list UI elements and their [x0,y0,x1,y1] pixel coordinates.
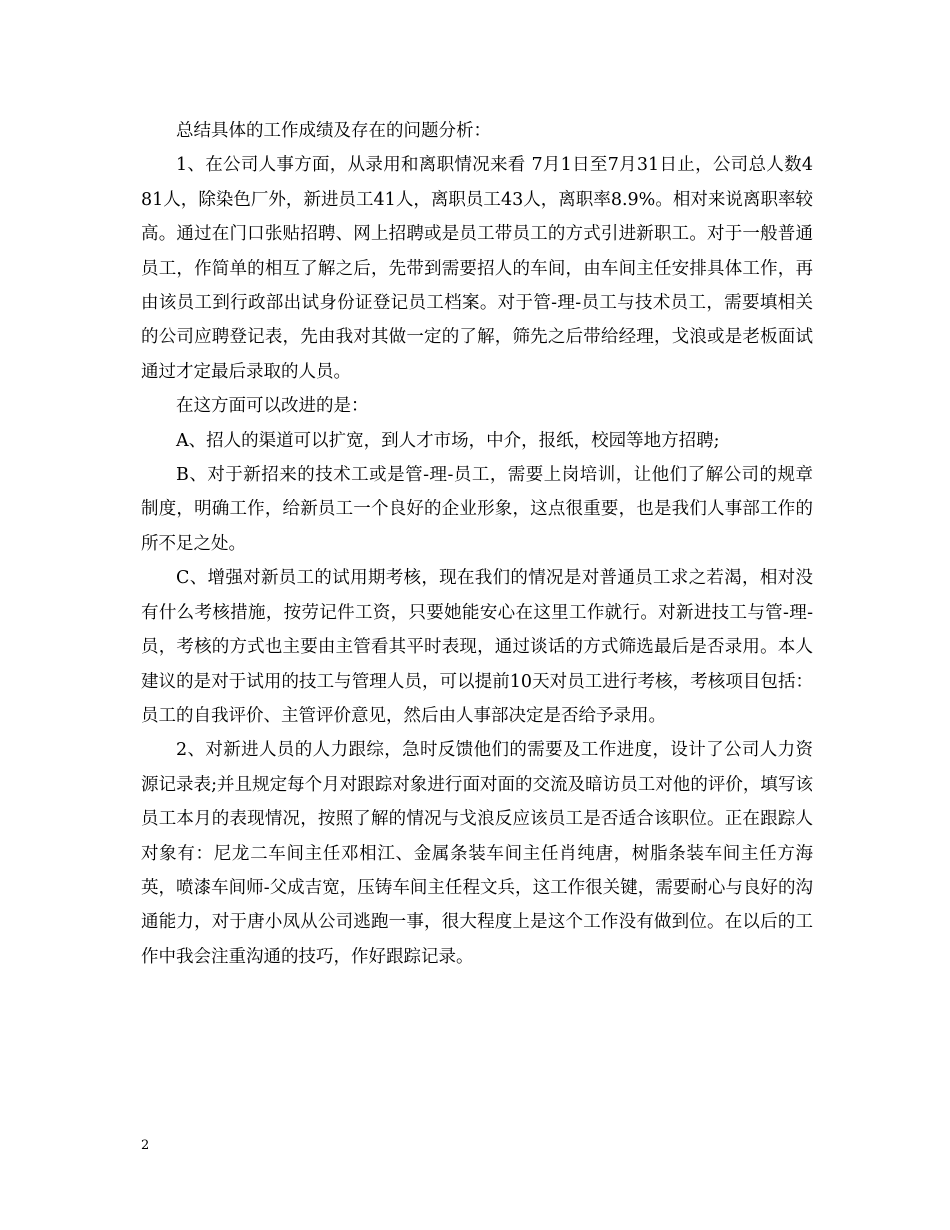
paragraph-improvement-intro: 在这方面可以改进的是： [176,396,369,417]
paragraph-item-b: B、对于新招来的技术工或是管-理-员工，需要上岗培训，让他们了解公司的规章制度，明确工作，给新员工一个良好的企业形象，这点很重要，也是我们人事部工作的所不足之处。 [141,465,813,554]
paragraph-item-c: C、增强对新员工的试用期考核，现在我们的情况是对普通员工求之若渴，相对没有什么考核措施，按劳记件工资，只要她能安心在这里工作就行。对新进技工与管-理-员，考核的方式也主要由主管看其平时表现，通过谈话的方式筛选最后是否录用。本人建议的是对于试用的技工与管理人员，可以提前10天对员工进行考核，考核项目包括：员工的自我评价、主管评价意见，然后由人事部决定是否给予录用。 [141,568,813,726]
paragraph-item-a: A、招人的渠道可以扩宽，到人才市场，中介，报纸，校园等地方招聘; [176,430,720,451]
document-body [141,114,813,974]
page-number: 2 [141,1138,150,1153]
paragraph-personnel-overview: 1、在公司人事方面，从录用和离职情况来看 7月1日至7月31日止，公司总人数481人，除染色厂外，新进员工41人，离职员工43人，离职率8.9%。相对来说离职率较高。通过在门口张贴招聘、网上招聘或是员工带员工的方式引进新职工。对于一般普通员工，作简单的相互了解之后，先带到需要招人的车间，由车间主任安排具体工作，再由该员工到行政部出试身份证登记员工档案。对于管-理-员工与技术员工，需要填相关的公司应聘登记表，先由我对其做一定的了解，筛先之后带给经理，戈浪或是老板面试通过才定最后录取的人员。 [141,155,813,382]
section-heading: 总结具体的工作成绩及存在的问题分析： [176,121,491,141]
paragraph-tracking: 2、对新进人员的人力跟综，急时反馈他们的需要及工作进度，设计了公司人力资源记录表;并且规定每个月对跟踪对象进行面对面的交流及暗访员工对他的评价，填写该员工本月的表现情况，按照了解的情况与戈浪反应该员工是否适合该职位。正在跟踪人对象有：尼龙二车间主任邓相江、金属条装车间主任肖纯唐，树脂条装车间主任方海英，喷漆车间师-父成吉宽，压铸车间主任程文兵，这工作很关键，需要耐心与良好的沟通能力，对于唐小凤从公司逃跑一事，很大程度上是这个工作没有做到位。在以后的工作中我会注重沟通的技巧，作好跟踪记录。 [141,740,813,967]
